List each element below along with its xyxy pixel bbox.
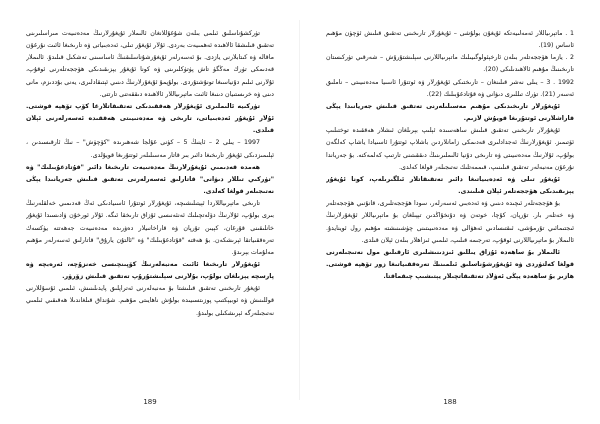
paragraph: 1997 – يىلى 2 – ئاينىڭ 5 – كۈنى غۇلجا شەھىرىدە "كۆچۈش" – نىڭ ئارقىسىدىن ، ئېلىمىزدىكى ئۇيغۇر تارىخىغا دائىر بىر قاتار مەسىلىلەر ئوتتۇرىغا قويۇلدى.	[26, 139, 274, 159]
paragraph: تۈركشۇناسلىق ئىلمى بىلەن شۇغۇللانغان ئالىملار ئۇيغۇرلارنىڭ مەدەنىيەت مىراسلىرىنى تەتقىق قىلىشقا ئالاھىدە ئەھمىيەت بەردى. ئۇلار ئۇيغۇر تىلى، ئەدەبىياتى ۋە تارىخىغا ئائىت نۇرغۇن ماقالە ۋە كىتابلارنى يازدى. بۇ ئەسەرلەر ئۇيغۇرشۇناسلىقنىڭ ئاساسىنى تەشكىل قىلىدۇ. ئالىملار قەدىمكى تۈرك مەڭگۈ تاش پۈتۈكلىرىنى ۋە كونا ئۇيغۇر يېزىقىدىكى ھۆججەتلەرنى ئوقۇپ، ئۇلارنى ئىلىم دۇنياسىغا تونۇشتۇردى. بولۇپمۇ ئۇيغۇرلارنىڭ دىنىي ئېتىقادلىرى، يەنى بۇددىزم، مانى دىنى ۋە خرىستىيان دىنىغا ئائىت ماتېرىياللار ئالاھىدە دىققەتنى تارتتى.	[26, 30, 274, 98]
page-number: 189	[143, 398, 157, 406]
paragraph: ئۇيغۇر تىلى ۋە ئەدەبىياتىغا دائىر تەتقىقاتلار ئىلگىرىلەپ، كونا ئۇيغۇر يېزىقىدىكى ھۆججەتلەر ئېلان قىلىندى.	[326, 175, 574, 196]
paragraph: ئۇيغۇرلار تارىخىغا ئائىت مەنبەلەرنىڭ كۆپىنچىسى خەنزۇچە، ئەرەبچە ۋە پارسچە يېزىلغان بولۇپ، بۇلارنى سېلىشتۇرۇپ تەتقىق قىلىش زۆرۈر.	[26, 260, 274, 281]
paragraph: ئۇيغۇر تارىخىنى تەتقىق قىلىشتا بۇ مەنبەلەرنى ئەتراپلىق پايدىلىنىش، ئىلمىي ئۇسۇللارنى قوللىنىش ۋە ئوبيېكتىپ پوزىتسىيىدە بولۇش ناھايىتى مۇھىم. شۇنداق قىلغاندىلا ھەقىقىي ئىلمىي نەتىجىلەرگە ئېرىشكىلى بولىدۇ.	[26, 285, 274, 317]
paragraph: تارىخى ماتېرىياللاردا ئېيتىلىشىچە، ئۇيغۇرلار ئوتتۇرا ئاسىيادىكى ئەڭ قەدىمىي خەلقلەرنىڭ بىرى بولۇپ، ئۇلارنىڭ دۆلەتچىلىك ئەنئەنىسى ئۇزاق تارىخقا ئىگە. ئۇلار ئورخۇن ۋادىسىدا ئۇيغۇر خانلىقىنى قۇرغان، كېيىن تۇرپان ۋە قاراخانىيلار دەۋرىدە مەدەنىيەت جەھەتتە يۈكسەك تەرەققىياتقا ئېرىشكەن. بۇ ھەقتە "قۇتادغۇبىلىك" ۋە "ئالتۇن يارۇق" قاتارلىق ئەسەرلەر مۇھىم مەلۇمات بېرىدۇ.	[26, 200, 274, 256]
paragraph: 1 . ماتېرىياللار ئەمەلىيەتكە ئۇيغۇن بولۇشى – ئۇيغۇرلار تارىخىنى تەتقىق قىلىش ئۈچۈن مۇھىم ئاساس (19).	[326, 30, 574, 50]
left-page-text	[326, 28, 574, 383]
left-page	[300, 0, 600, 424]
right-page-text	[26, 28, 274, 383]
paragraph: 1992 . 3 – يىلى نەشر قىلىنغان – تارىختىكى ئۇيغۇرلار ۋە ئوتتۇرا ئاسىيا مەدەنىيىتى – ناملىق ئەسەر (21). تۈرك تىللىرى دىۋانى ۋە قۇتادغۇبىلىك (22).	[326, 78, 574, 98]
paragraph: ھەمدە قەدىمىي ئۇيغۇرلارنىڭ مەدەنىيەت تارىخىغا دائىر "قۇتادغۇبىلىك" ۋە "تۈركىي تىللار دىۋانى" قاتارلىق ئەسەرلەرنى تەتقىق قىلىش جەريانىدا يېڭى نەتىجىلەر قولغا كەلدى.	[26, 163, 274, 196]
paragraph: بۇ ھۆججەتلەر ئىچىدە دىنىي ۋە ئەدەبىي ئەسەرلەر، سودا ھۆججەتلىرى، قانۇنىي ھۆججەتلەر ۋە خەتلەر بار. تۇرپان، كۇچا، خوتەن ۋە دۇنخۇاڭدىن تېپىلغان بۇ ماتېرىياللار ئۇيغۇرلارنىڭ ئىجتىمائىي تۇرمۇشى، ئىقتىسادىي ئەھۋالى ۋە مەدەنىيىتىنى چۈشىنىشتە مۇھىم رول ئوينايدۇ. ئالىملار بۇ ماتېرىياللارنى ئوقۇپ، تەرجىمە قىلىپ، ئىلمىي ئىزاھلار بىلەن ئېلان قىلدى.	[326, 200, 574, 244]
page-number: 188	[443, 398, 457, 406]
paragraph: 2 . يازما ھۆججەتلەر بىلەن ئارخېئولوگىيىلىك ماتېرىياللارنى سېلىشتۇرۇش – شەرقىي تۈركىستان تارىخىنىڭ مۇھىم ئالاھىدىلىكى (20).	[326, 54, 574, 74]
paragraph: ئۇيغۇرلار تارىخىدىكى مۇھىم مەسىلىلەرنى تەتقىق قىلىش جەريانىدا يېڭى قاراشلارنى ئوتتۇرىغا قويۇش لازىم.	[326, 102, 574, 123]
paragraph: ئالىملار بۇ ساھەدە ئۇزاق يىللىق ئىزدىنىشلىرى ئارقىلىق مول نەتىجىلەرنى قولغا كەلتۈردى ۋە ئۇيغۇرشۇناسلىق ئىلمىنىڭ تەرەققىياتىغا زور تۆھپە قوشتى. ھازىر بۇ ساھەدە يېڭى ئەۋلاد تەتقىقاتچىلار يېتىشىپ چىقماقتا.	[326, 248, 574, 281]
paragraph: تۈركىيە ئالىملىرى ئۇيغۇرلار ھەققىدىكى تەتقىقاتلارغا كۆپ تۆھپە قوشتى. ئۇلار ئۇيغۇر ئەدەبىياتى، تارىخى ۋە مەدەنىيىتى ھەققىدە ئەسەرلەرنى ئېلان قىلدى.	[26, 102, 274, 135]
paragraph: ئۇيغۇرلار تارىخىنى تەتقىق قىلىش ساھەسىدە ئېلىپ بېرىلغان ئىشلار ھەققىدە توختىلىپ ئۆتىمىز. ئۇيغۇرلارنىڭ ئەجدادلىرى قەدىمكى زامانلاردىن باشلاپ ئوتتۇرا ئاسىيادا ياشاپ كەلگەن بولۇپ، ئۇلارنىڭ مەدەنىيىتى ۋە تارىخى دۇنيا ئالىملىرىنىڭ دىققىتىنى تارتىپ كەلمەكتە. بۇ جەرياندا نۇرغۇن مەنبەلەر تەتقىق قىلىنىپ، قىممەتلىك نەتىجىلەر قولغا كەلدى.	[326, 127, 574, 171]
